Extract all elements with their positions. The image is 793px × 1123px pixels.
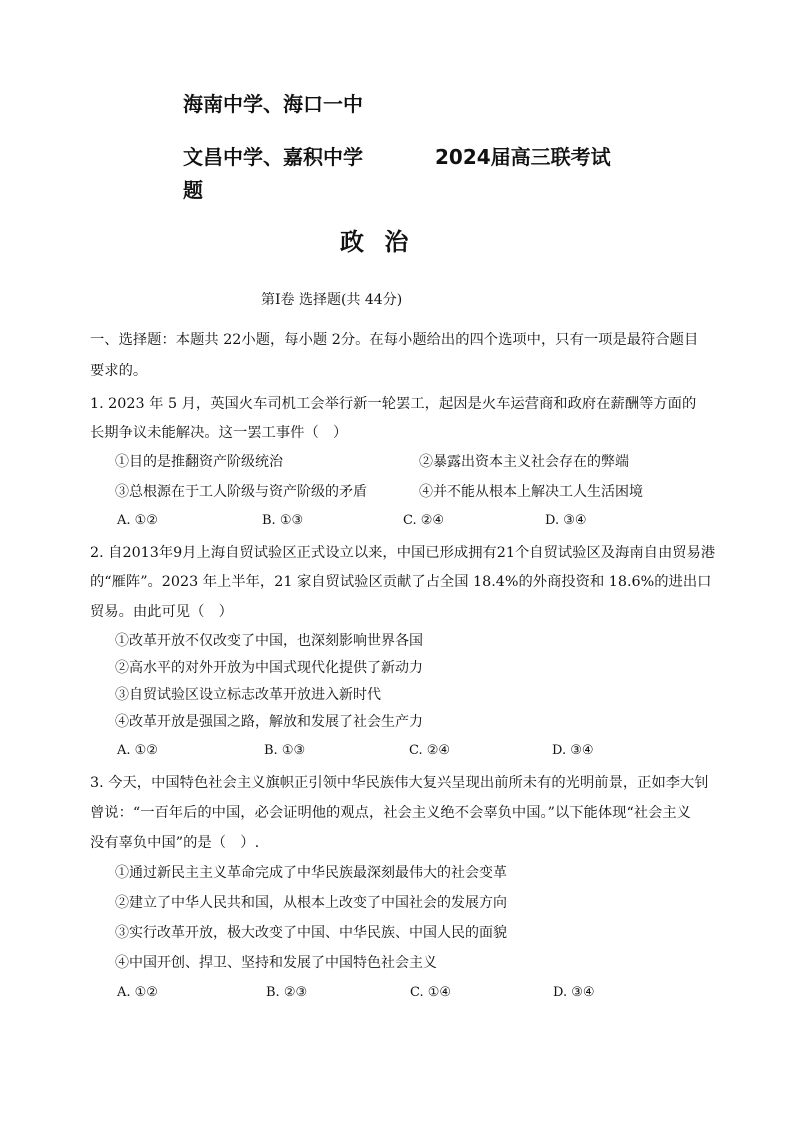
answer-choice-a: A. ①② [117, 513, 158, 528]
option-statement: ②高水平的对外开放为中国式现代化提供了新动力 [115, 660, 423, 676]
option-statement: ①目的是推翻资产阶级统治 [115, 454, 283, 470]
part-title: 第Ⅰ卷 选择题(共 44分) [261, 292, 403, 308]
answer-choice-a: A. ①② [117, 743, 158, 758]
question-stem-line: 的“雁阵”。2023 年上半年，21 家自贸试验区贡献了占全国 18.4%的外商投资和 18.6%的进出口 [90, 574, 712, 590]
question-stem-line: 3. 今天，中国特色社会主义旗帜正引领中华民族伟大复兴呈现出前所未有的光明前景，正如李大钊 [90, 775, 709, 791]
option-statement: ①改革开放不仅改变了中国，也深刻影响世界各国 [115, 633, 423, 649]
answer-choice-d: D. ③④ [545, 513, 587, 528]
option-statement: ④改革开放是强国之路，解放和发展了社会生产力 [115, 714, 423, 730]
subject-title: 政 治 [340, 228, 415, 256]
section-instruction-line1: 一、选择题：本题共 22小题，每小题 2分。在每小题给出的四个选项中，只有一项是最符合题目 [90, 332, 699, 348]
answer-choice-b: B. ②③ [266, 985, 308, 1000]
exam-title-continued: 题 [183, 178, 203, 202]
answer-choice-c: C. ②④ [403, 513, 445, 528]
exam-title: 2024届高三联考试 [435, 145, 611, 169]
school-names-line1: 海南中学、海口一中 [183, 92, 363, 116]
answer-choice-b: B. ①③ [264, 743, 306, 758]
school-names-line2: 文昌中学、嘉积中学 [183, 145, 363, 169]
answer-choice-b: B. ①③ [262, 513, 304, 528]
answer-choice-c: C. ①④ [410, 985, 452, 1000]
answer-choice-d: D. ③④ [553, 985, 595, 1000]
option-statement: ②暴露出资本主义社会存在的弊端 [419, 454, 629, 470]
section-instruction-line2: 要求的。 [90, 363, 148, 379]
option-statement: ①通过新民主主义革命完成了中华民族最深刻最伟大的社会变革 [115, 865, 507, 881]
option-statement: ④并不能从根本上解决工人生活困境 [419, 484, 643, 500]
question-stem-line: 没有辜负中国”的是（ ）. [90, 835, 260, 851]
question-stem-line: 1. 2023 年 5 月，英国火车司机工会举行新一轮罢工，起因是火车运营商和政府在薪酬等方面的 [90, 396, 697, 412]
answer-choice-c: C. ②④ [409, 743, 451, 758]
option-statement: ③自贸试验区设立标志改革开放进入新时代 [115, 687, 381, 703]
question-stem-line: 长期争议未能解决。这一罢工事件（ ） [90, 425, 348, 441]
option-statement: ③实行改革开放，极大改变了中国、中华民族、中国人民的面貌 [115, 925, 507, 941]
option-statement: ④中国开创、捍卫、坚持和发展了中国特色社会主义 [115, 955, 437, 971]
answer-choice-a: A. ①② [117, 985, 158, 1000]
answer-choice-d: D. ③④ [552, 743, 594, 758]
option-statement: ③总根源在于工人阶级与资产阶级的矛盾 [115, 484, 367, 500]
question-stem-line: 贸易。由此可见（ ） [90, 604, 233, 620]
question-stem-line: 曾说：“一百年后的中国，必会证明他的观点，社会主义绝不会辜负中国。”以下能体现“社会主义 [90, 805, 691, 821]
option-statement: ②建立了中华人民共和国，从根本上改变了中国社会的发展方向 [115, 895, 507, 911]
question-stem-line: 2. 自2013年9月上海自贸试验区正式设立以来，中国已形成拥有21个自贸试验区及海南自由贸易港 [90, 545, 716, 561]
